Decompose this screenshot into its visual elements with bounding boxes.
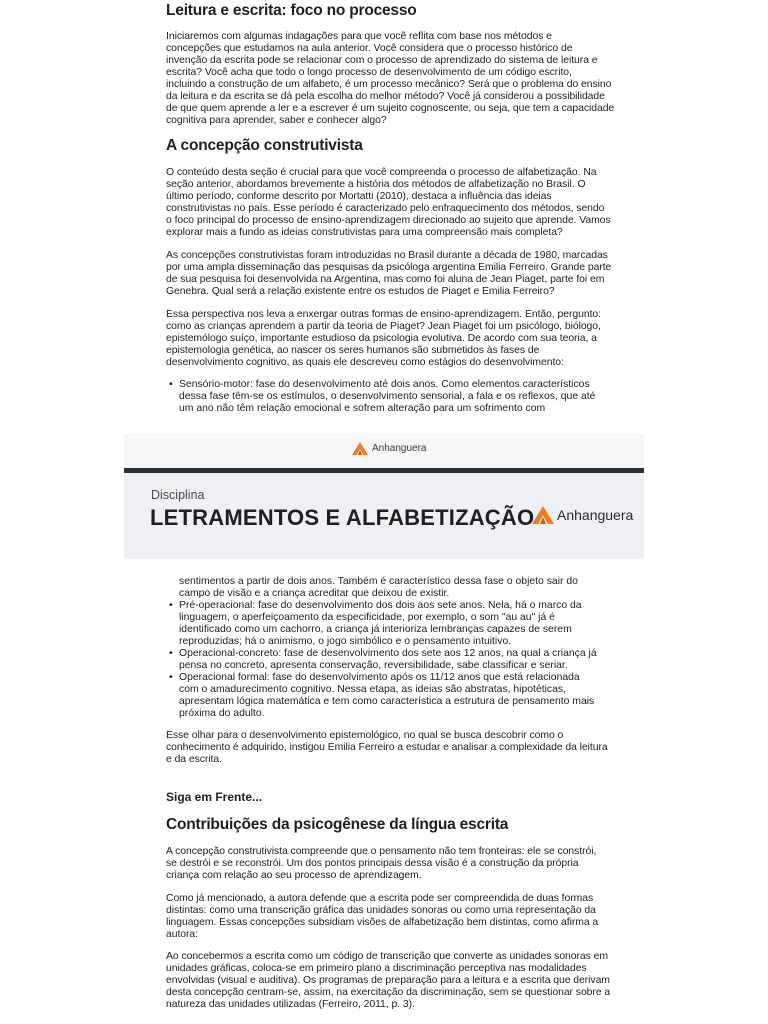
text-line: como as crianças aprendem a partir da teoria de Piaget? Jean Piaget foi um psicólogo, biólogo, bbox=[166, 321, 601, 332]
text-line: conhecimento é adquirido, instigou Emilia Ferreiro a estudar e analisar a complexidade da leitura bbox=[166, 742, 608, 753]
section-title: Contribuições da psicogênese da língua escrita bbox=[166, 816, 509, 833]
intro-paragraph bbox=[166, 31, 618, 127]
text-line: concepções que estudamos na aula anterior. Você considera que o processo histórico de bbox=[166, 43, 573, 54]
text-line: com o amadurecimento cognitivo. Nessa etapa, as ideias são abstratas, hipotéticas, bbox=[179, 684, 566, 695]
text-line: se destrói e se reconstrói. Um dos pontos principais dessa visão é a construção da própria bbox=[166, 858, 579, 869]
bullet-icon: • bbox=[169, 648, 173, 659]
subsection-label: Siga em Frente... bbox=[166, 790, 263, 804]
text-line: epistemólogo suíço, importante estudioso da psicologia evolutiva. De acordo com sua teoria, a bbox=[166, 333, 597, 344]
text-line: Operacional formal: fase do desenvolvimento após os 11/12 anos que está relacionada bbox=[179, 672, 580, 683]
text-line: As concepções construtivistas foram introduzidas no Brasil durante a década de 1980, marcadas bbox=[166, 250, 608, 261]
text-line: identificado como um cachorro, a criança já interioriza lembranças capazes de serem bbox=[179, 624, 572, 635]
stages-list-continued bbox=[166, 576, 618, 720]
text-line: reproduzidas; há o animismo, o jogo simbólico e o pensamento intuitivo. bbox=[179, 636, 512, 647]
text-line: Iniciaremos com algumas indagações para que você reflita com base nos métodos e bbox=[166, 31, 552, 42]
text-line: linguagem. Essas concepções subsidiam visões de alfabetização bem distintas, como afirma a bbox=[166, 917, 599, 928]
stages-list bbox=[166, 379, 618, 415]
text-line: invenção da escrita pode se relacionar com o processo de aprendizado do sistema de leitura e bbox=[166, 55, 598, 66]
text-line: Esse olhar para o desenvolvimento epistemológico, no qual se busca descobrir como o bbox=[166, 730, 564, 741]
bullet-icon: • bbox=[169, 672, 173, 683]
paragraph-3 bbox=[166, 309, 618, 369]
text-line: linguagem, o aperfeiçoamento da especificidade, por exemplo, o som "au au" já é bbox=[179, 612, 555, 623]
text-line: Ao concebermos a escrita como um código de transcrição que converte as unidades sonoras em bbox=[166, 951, 608, 962]
text-line: natureza das unidades utilizadas (Ferreiro, 2011, p. 3). bbox=[166, 999, 415, 1010]
text-line: unidades gráficas, coloca-se em primeiro plano a discriminação perceptiva nas modalidades bbox=[166, 963, 587, 974]
text-line: epistemologia genética, ao nascer os seres humanos são submetidos às fases de bbox=[166, 345, 540, 356]
discipline-label: Disciplina bbox=[151, 488, 205, 502]
paragraph-after-list bbox=[166, 730, 618, 766]
paragraph-1 bbox=[166, 846, 618, 882]
text-line: por uma ampla disseminação das pesquisas da psicóloga argentina Emilia Ferreiro. Grande parte bbox=[166, 262, 612, 273]
list-item bbox=[179, 576, 618, 600]
siga-em-frente bbox=[166, 790, 618, 804]
text-line: apresentam lógica matemática e tem como característica a estrutura de pensamento mais bbox=[179, 696, 595, 707]
text-line: pensa no concreto, apresenta conservação, reversibilidade, sabe classificar e seriar. bbox=[179, 660, 568, 671]
text-line: da leitura e da escrita se dá pela escolha do melhor método? Você já considerou a possibilidade bbox=[166, 91, 605, 102]
text-line: dessa fase têm-se os estímulos, o desenvolvimento sensorial, a fala e os reflexos, que até bbox=[179, 391, 596, 402]
text-line: Sensório-motor: fase do desenvolvimento até dois anos. Como elementos característicos bbox=[179, 379, 590, 390]
text-line: último período, conforme descrito por Mortatti (2010), destaca a influência das ideias bbox=[166, 191, 552, 202]
text-line: e da escrita. bbox=[166, 754, 222, 765]
text-line: Genebra. Qual será a relação existente entre os estudos de Piaget e Emilia Ferreiro? bbox=[166, 286, 555, 297]
text-line: desenvolvimento cognitivo, as quais ele descreveu como estágios do desenvolvimento: bbox=[166, 357, 564, 368]
text-line: seção anterior, abordamos brevemente a história dos métodos de alfabetização no Brasil. O bbox=[166, 179, 586, 190]
section-construtivista bbox=[166, 137, 618, 155]
paragraph-1 bbox=[166, 167, 618, 239]
text-line: Essa perspectiva nos leva a enxergar outras formas de ensino-aprendizagem. Então, pergunto: bbox=[166, 309, 601, 320]
brand-name: Anhanguera bbox=[372, 443, 427, 454]
text-line: o foco principal do processo de ensino-aprendizagem direcionado ao sujeito que aprende. Vamos bbox=[166, 215, 611, 226]
text-line: sentimentos a partir de dois anos. Também é característico dessa fase o objeto sair do bbox=[179, 576, 578, 587]
text-line: A concepção construtivista compreende que o pensamento não tem fronteiras: ele se constrói, bbox=[166, 846, 597, 857]
text-line: distintas: como uma transcrição gráfica das unidades sonoras ou como uma representação da bbox=[166, 905, 596, 916]
list-item bbox=[169, 672, 618, 720]
section-title: Leitura e escrita: foco no processo bbox=[166, 2, 417, 19]
bullet-icon: • bbox=[169, 379, 173, 390]
text-line: de que quem aprende a ler e a escrever é um sujeito cognoscente, ou seja, que tem a capacidade bbox=[166, 103, 615, 114]
text-line: campo de visão e a criança acreditar que deixou de existir. bbox=[179, 588, 450, 599]
brand-logo bbox=[532, 506, 633, 524]
section-leitura-escrita bbox=[166, 2, 618, 20]
text-line: desta concepção centram-se, assim, na exercitação da discriminação, sem se questionar sobre a bbox=[166, 987, 611, 998]
list-item bbox=[169, 648, 618, 672]
text-line: explorar mais a fundo as ideias construtivistas para uma compreensão mais completa? bbox=[166, 227, 563, 238]
text-line: próxima do adulto. bbox=[179, 708, 265, 719]
bullet-icon: • bbox=[169, 600, 173, 611]
brand-name: Anhanguera bbox=[557, 507, 634, 523]
text-line: escrita? Você acha que todo o longo processo de desenvolvimento de um código escrito, bbox=[166, 67, 572, 78]
text-line: construtivistas no país. Esse período é caracterizado pelo enfraquecimento dos métodos, sendo bbox=[166, 203, 605, 214]
text-line: envolvidas (visual e auditiva). Os programas de preparação para a leitura e a escrita que derivam bbox=[166, 975, 610, 986]
text-line: incluindo a construção de um alfabeto, é um processo mecânico? Será que o problema do ensino bbox=[166, 79, 612, 90]
paragraph-2 bbox=[166, 250, 618, 298]
text-line: Pré-operacional: fase do desenvolvimento dos dois aos sete anos. Nela, há o marco da bbox=[179, 600, 582, 611]
paragraph-2 bbox=[166, 893, 618, 941]
text-line: Operacional-concreto: fase de desenvolvimento dos sete aos 12 anos, na qual a criança já bbox=[179, 648, 597, 659]
section-psicogenese bbox=[166, 816, 618, 834]
text-line: Como já mencionado, a autora defende que a escrita pode ser compreendida de duas formas bbox=[166, 893, 594, 904]
text-line: O conteúdo desta seção é crucial para que você compreenda o processo de alfabetização. Na bbox=[166, 167, 597, 178]
text-line: autora: bbox=[166, 929, 198, 940]
quote-paragraph bbox=[166, 951, 618, 1011]
text-line: um ano não têm relação emocional e sofrem alteração para um sofrimento com bbox=[179, 403, 546, 414]
section-title: A concepção construtivista bbox=[166, 137, 363, 154]
text-line: criança com relação ao seu processo de aprendizagem. bbox=[166, 870, 422, 881]
list-item bbox=[169, 600, 618, 648]
discipline-title: LETRAMENTOS E ALFABETIZAÇÃO bbox=[150, 505, 535, 530]
text-line: de sua pesquisa foi desenvolvida na Argentina, mas como foi aluna de Jean Piaget, parte foi em bbox=[166, 274, 605, 285]
anhanguera-logo-icon bbox=[532, 506, 554, 524]
anhanguera-logo-icon bbox=[352, 442, 368, 455]
brand-logo-small bbox=[352, 442, 427, 455]
list-item bbox=[169, 379, 618, 415]
text-line: cognitiva para aprender, saber e conhecer algo? bbox=[166, 115, 387, 126]
